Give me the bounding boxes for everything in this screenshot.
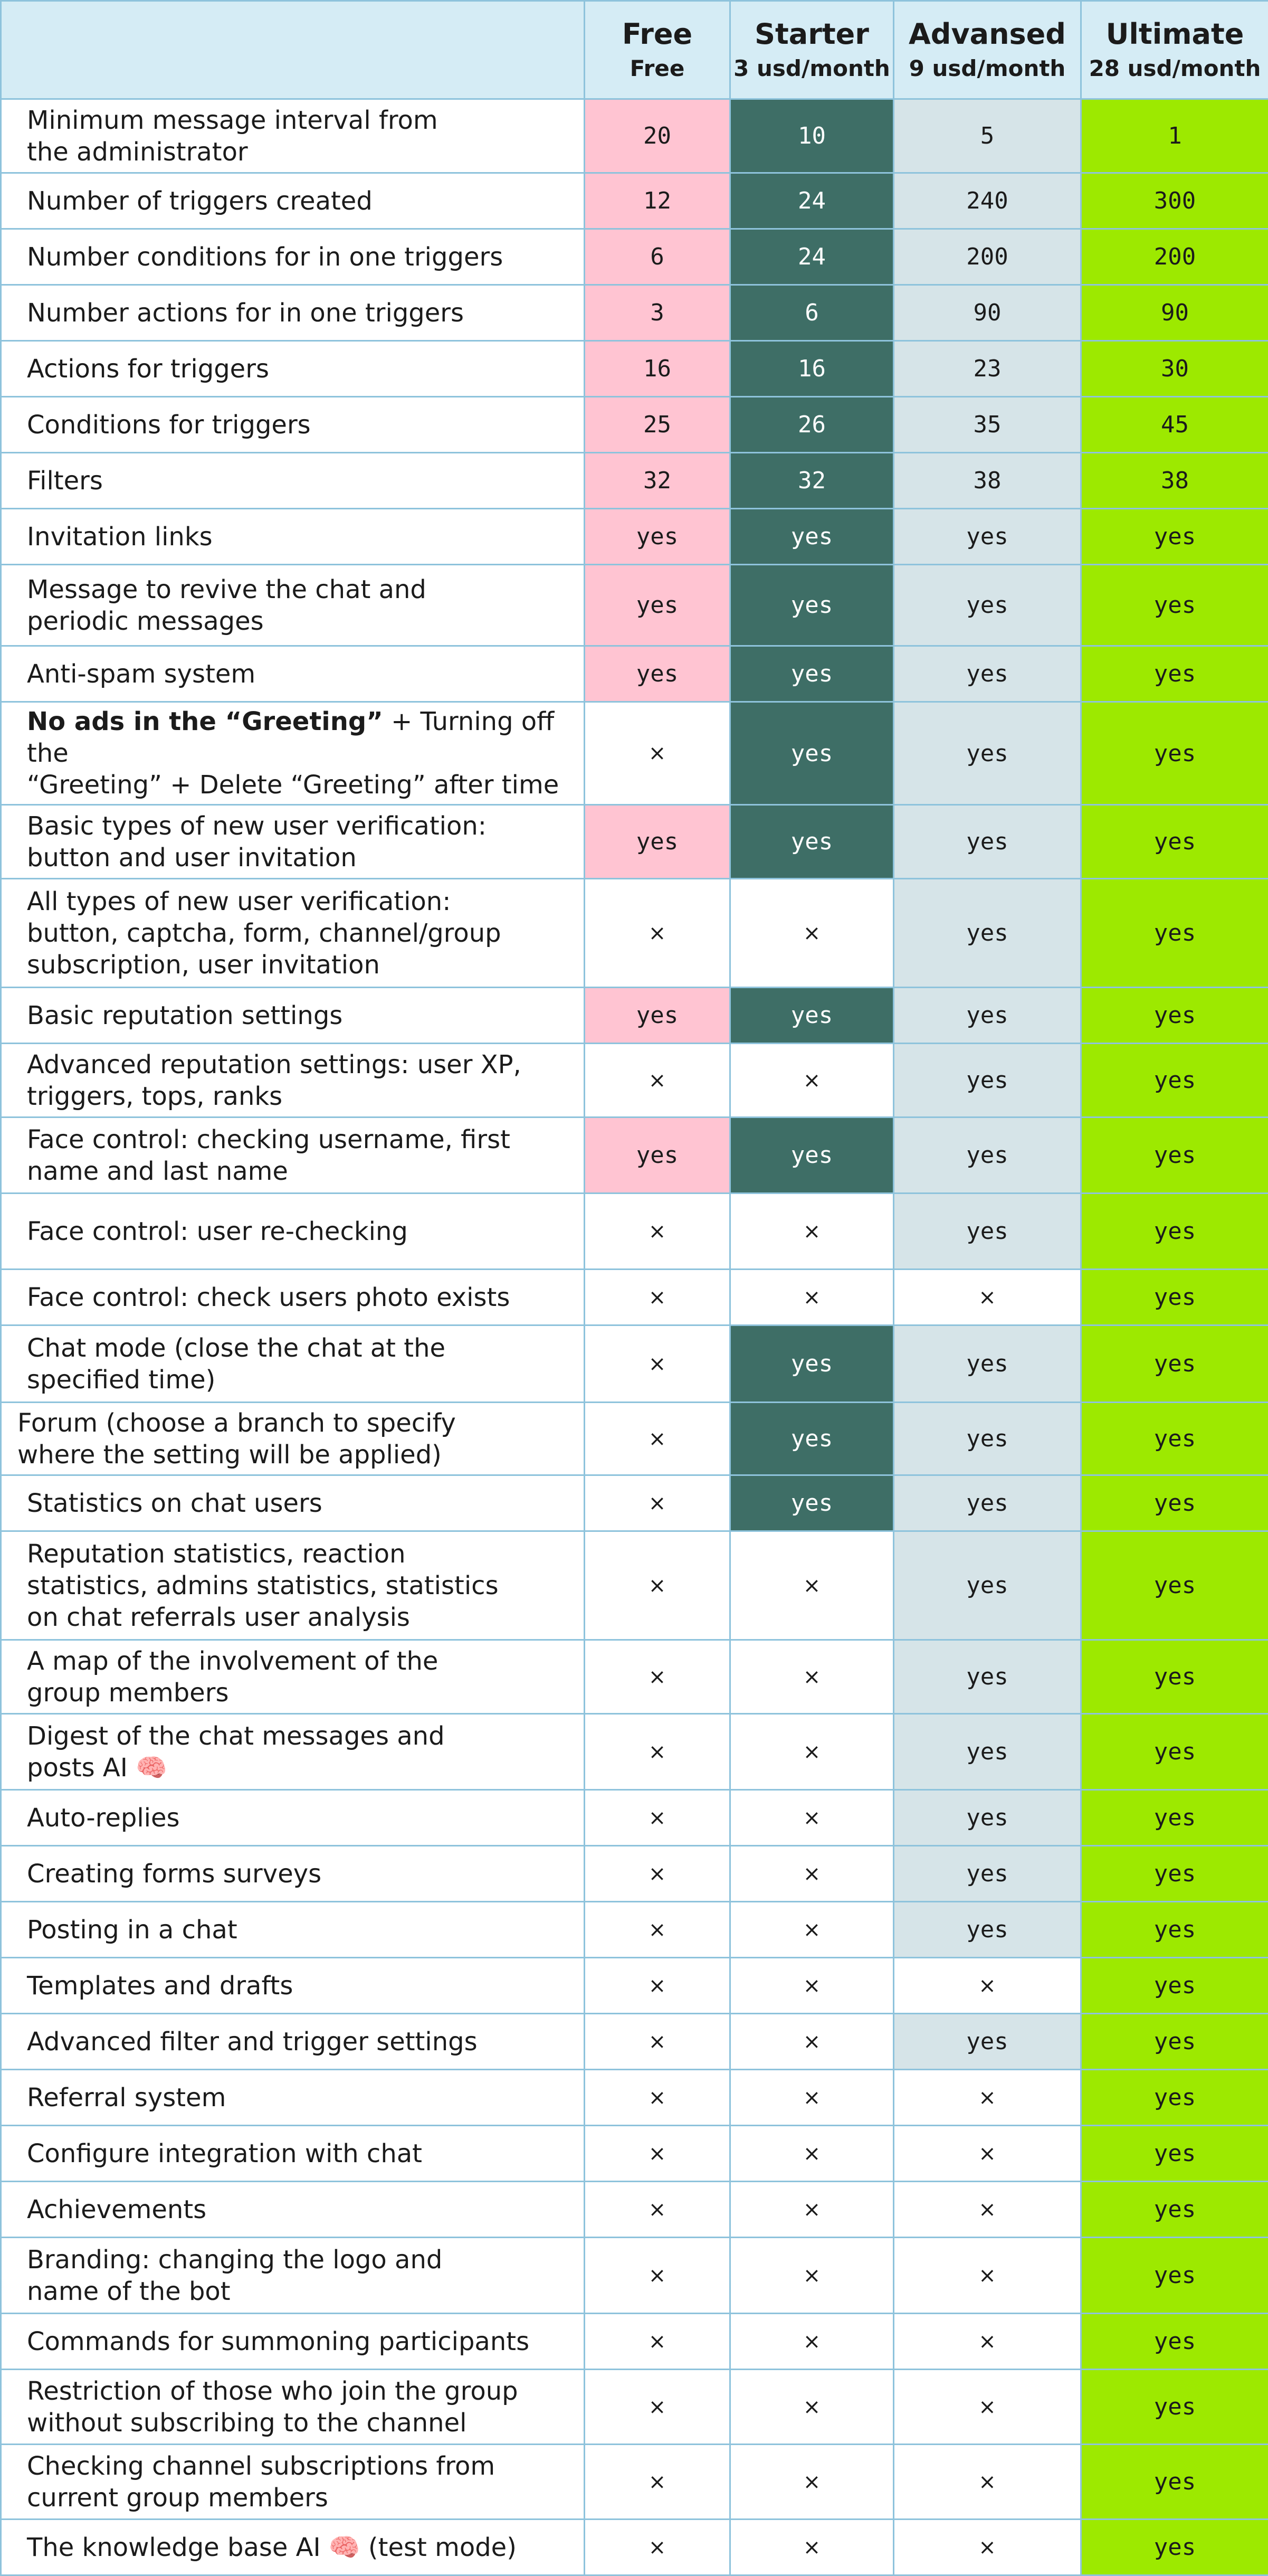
- plan-value-cell: 16: [730, 341, 894, 397]
- plan-value-cell: yes: [1081, 2370, 1268, 2445]
- feature-line: Conditions for triggers: [27, 410, 311, 440]
- feature-line: Number actions for in one triggers: [27, 298, 464, 328]
- plan-value-cell: yes: [585, 646, 730, 702]
- feature-name: [1, 2238, 585, 2314]
- plan-value-cell: 5: [894, 99, 1081, 173]
- plan-value-cell: ×: [585, 1194, 730, 1270]
- table-row: [1, 453, 1268, 509]
- plan-value-cell: yes: [894, 2014, 1081, 2070]
- table-row: [1, 341, 1268, 397]
- plan-value-cell: yes: [585, 1117, 730, 1194]
- feature-line: Advanced reputation settings: user XP,: [27, 1050, 521, 1079]
- feature-name-bold: No ads in the “Greeting”: [27, 707, 383, 736]
- feature-name: [1, 1475, 585, 1531]
- plan-value-cell: 25: [585, 397, 730, 453]
- feature-rows: [1, 99, 1268, 2575]
- plan-value-cell: ×: [730, 2238, 894, 2314]
- plan-header-advansed: [894, 1, 1081, 99]
- feature-line: Actions for triggers: [27, 354, 269, 384]
- plan-value-cell: 32: [585, 453, 730, 509]
- header-row: [1, 1, 1268, 99]
- feature-line: Posting in a chat: [27, 1915, 237, 1945]
- plan-value-cell: 38: [894, 453, 1081, 509]
- table-row: [1, 229, 1268, 285]
- plan-value-cell: yes: [730, 1403, 894, 1475]
- plan-value-cell: yes: [730, 1117, 894, 1194]
- plan-value-cell: ×: [730, 2445, 894, 2520]
- feature-line: + Turning off the: [27, 707, 554, 768]
- feature-name: [1, 2126, 585, 2182]
- plan-value-cell: ×: [585, 1640, 730, 1714]
- feature-name: [1, 173, 585, 229]
- plan-value-cell: ×: [585, 1475, 730, 1531]
- feature-name: [1, 229, 585, 285]
- plan-value-cell: ×: [585, 2182, 730, 2238]
- plan-value-cell: ×: [585, 1270, 730, 1325]
- plan-value-cell: yes: [894, 1531, 1081, 1640]
- feature-line: Digest of the chat messages and: [27, 1721, 445, 1751]
- table-row: [1, 702, 1268, 805]
- table-row: [1, 646, 1268, 702]
- plan-value-cell: 6: [585, 229, 730, 285]
- plan-value-cell: ×: [730, 2314, 894, 2370]
- plan-value-cell: 24: [730, 173, 894, 229]
- plan-value-cell: ×: [730, 1270, 894, 1325]
- feature-line: on chat referrals user analysis: [27, 1603, 410, 1632]
- plan-value-cell: yes: [894, 1325, 1081, 1403]
- plan-value-cell: yes: [1081, 2314, 1268, 2370]
- plan-value-cell: 20: [585, 99, 730, 173]
- table-row: [1, 2370, 1268, 2445]
- plan-value-cell: ×: [585, 879, 730, 988]
- feature-name: [1, 509, 585, 565]
- table-row: [1, 1475, 1268, 1531]
- table-row: [1, 879, 1268, 988]
- plan-value-cell: ×: [894, 1270, 1081, 1325]
- plan-value-cell: ×: [730, 2370, 894, 2445]
- feature-line: A map of the involvement of the: [27, 1646, 438, 1676]
- feature-name: [1, 988, 585, 1044]
- feature-line: Basic reputation settings: [27, 1001, 342, 1030]
- feature-line: Message to revive the chat and: [27, 575, 426, 604]
- plan-value-cell: ×: [585, 702, 730, 805]
- plan-value-cell: ×: [730, 1902, 894, 1958]
- plan-value-cell: 16: [585, 341, 730, 397]
- plan-header-free: [585, 1, 730, 99]
- plan-value-cell: 10: [730, 99, 894, 173]
- table-row: [1, 173, 1268, 229]
- plan-value-cell: yes: [1081, 879, 1268, 988]
- plan-value-cell: yes: [1081, 2238, 1268, 2314]
- feature-line: button, captcha, form, channel/group: [27, 918, 501, 948]
- plan-value-cell: 32: [730, 453, 894, 509]
- feature-line: Statistics on chat users: [27, 1489, 322, 1518]
- feature-name: [1, 702, 585, 805]
- plan-value-cell: 240: [894, 173, 1081, 229]
- table-row: [1, 509, 1268, 565]
- feature-name: [1, 2014, 585, 2070]
- feature-line: Auto-replies: [27, 1803, 180, 1833]
- plan-value-cell: yes: [1081, 1325, 1268, 1403]
- plan-value-cell: ×: [730, 1640, 894, 1714]
- plan-price: 28 usd/month: [1082, 54, 1268, 83]
- plan-value-cell: ×: [585, 2314, 730, 2370]
- feature-line: statistics, admins statistics, statistics: [27, 1571, 499, 1600]
- plan-value-cell: yes: [585, 509, 730, 565]
- table-row: [1, 1790, 1268, 1846]
- feature-line: posts AI 🧠: [27, 1753, 167, 1783]
- feature-line: Number conditions for in one triggers: [27, 242, 503, 272]
- feature-line: Basic types of new user verification:: [27, 811, 487, 841]
- feature-line: periodic messages: [27, 607, 264, 636]
- plan-value-cell: yes: [1081, 988, 1268, 1044]
- plan-value-cell: yes: [894, 1475, 1081, 1531]
- plan-value-cell: ×: [730, 879, 894, 988]
- table-row: [1, 2182, 1268, 2238]
- plan-value-cell: yes: [730, 702, 894, 805]
- plan-value-cell: ×: [585, 2520, 730, 2575]
- plan-value-cell: ×: [894, 2314, 1081, 2370]
- table-row: [1, 99, 1268, 173]
- feature-line: Achievements: [27, 2195, 206, 2224]
- feature-line: Reputation statistics, reaction: [27, 1539, 406, 1569]
- plan-value-cell: yes: [1081, 646, 1268, 702]
- feature-line: Minimum message interval from: [27, 106, 438, 135]
- feature-line: Branding: changing the logo and: [27, 2245, 442, 2275]
- feature-name: [1, 1958, 585, 2014]
- feature-line: without subscribing to the channel: [27, 2408, 466, 2438]
- plan-value-cell: yes: [730, 1475, 894, 1531]
- feature-name: [1, 879, 585, 988]
- table-row: [1, 1846, 1268, 1902]
- plan-price: 3 usd/month: [731, 54, 893, 83]
- feature-name: [1, 1044, 585, 1117]
- feature-name: [1, 1403, 585, 1475]
- plan-value-cell: ×: [894, 2238, 1081, 2314]
- plan-header-starter: [730, 1, 894, 99]
- plan-value-cell: yes: [894, 1790, 1081, 1846]
- plan-value-cell: 300: [1081, 173, 1268, 229]
- feature-line: Face control: user re-checking: [27, 1217, 408, 1246]
- plan-value-cell: ×: [894, 2370, 1081, 2445]
- plan-value-cell: ×: [894, 1958, 1081, 2014]
- feature-line: triggers, tops, ranks: [27, 1082, 282, 1111]
- feature-column-header: [1, 1, 585, 99]
- plan-value-cell: yes: [1081, 1117, 1268, 1194]
- plan-value-cell: ×: [894, 2182, 1081, 2238]
- plan-value-cell: ×: [730, 1044, 894, 1117]
- plan-value-cell: yes: [730, 509, 894, 565]
- plan-value-cell: yes: [1081, 1902, 1268, 1958]
- feature-line: Checking channel subscriptions from: [27, 2451, 495, 2481]
- feature-line: Templates and drafts: [27, 1971, 293, 2001]
- plan-value-cell: ×: [730, 1846, 894, 1902]
- plan-value-cell: yes: [894, 1117, 1081, 1194]
- plan-name: Starter: [731, 17, 893, 51]
- plan-value-cell: 200: [1081, 229, 1268, 285]
- plan-value-cell: yes: [1081, 1270, 1268, 1325]
- plan-value-cell: yes: [1081, 1475, 1268, 1531]
- plan-value-cell: ×: [894, 2070, 1081, 2126]
- table-row: [1, 1325, 1268, 1403]
- feature-name: [1, 1714, 585, 1790]
- plan-value-cell: ×: [585, 1902, 730, 1958]
- feature-line: Configure integration with chat: [27, 2139, 422, 2168]
- plan-value-cell: yes: [894, 1714, 1081, 1790]
- feature-line: Face control: checking username, first: [27, 1125, 510, 1154]
- table-row: [1, 1714, 1268, 1790]
- plan-value-cell: yes: [1081, 2070, 1268, 2126]
- plan-value-cell: yes: [894, 702, 1081, 805]
- plan-value-cell: 90: [1081, 285, 1268, 341]
- plan-value-cell: ×: [585, 1958, 730, 2014]
- table-row: [1, 565, 1268, 646]
- plan-value-cell: 24: [730, 229, 894, 285]
- plan-value-cell: yes: [1081, 2182, 1268, 2238]
- plan-value-cell: yes: [1081, 2126, 1268, 2182]
- plan-value-cell: yes: [1081, 1958, 1268, 2014]
- plan-value-cell: yes: [1081, 1846, 1268, 1902]
- plan-value-cell: yes: [1081, 1403, 1268, 1475]
- feature-name: [1, 1325, 585, 1403]
- plan-value-cell: yes: [1081, 1194, 1268, 1270]
- plan-value-cell: ×: [730, 2520, 894, 2575]
- feature-name: [1, 565, 585, 646]
- plan-value-cell: yes: [1081, 1714, 1268, 1790]
- feature-line: Invitation links: [27, 522, 213, 552]
- feature-name: [1, 2070, 585, 2126]
- plan-value-cell: yes: [1081, 702, 1268, 805]
- table-row: [1, 2126, 1268, 2182]
- feature-line: name of the bot: [27, 2277, 231, 2306]
- plan-value-cell: yes: [1081, 1640, 1268, 1714]
- feature-line: subscription, user invitation: [27, 950, 380, 980]
- plan-value-cell: yes: [730, 805, 894, 879]
- feature-line: Creating forms surveys: [27, 1859, 321, 1889]
- table-row: [1, 1194, 1268, 1270]
- plan-value-cell: ×: [730, 1531, 894, 1640]
- plan-price: 9 usd/month: [894, 54, 1080, 83]
- plan-name: Free: [585, 17, 729, 51]
- plan-value-cell: 26: [730, 397, 894, 453]
- plan-value-cell: 23: [894, 341, 1081, 397]
- feature-name: [1, 285, 585, 341]
- table-row: [1, 2070, 1268, 2126]
- feature-line: Anti-spam system: [27, 659, 255, 689]
- plan-value-cell: yes: [1081, 1531, 1268, 1640]
- feature-name: [1, 1846, 585, 1902]
- table-row: [1, 1958, 1268, 2014]
- table-row: [1, 285, 1268, 341]
- feature-name: [1, 1270, 585, 1325]
- feature-line: specified time): [27, 1365, 215, 1395]
- table-row: [1, 1902, 1268, 1958]
- plan-value-cell: 30: [1081, 341, 1268, 397]
- plan-value-cell: yes: [1081, 565, 1268, 646]
- plan-value-cell: ×: [730, 2070, 894, 2126]
- plan-value-cell: ×: [730, 2014, 894, 2070]
- feature-name: [1, 341, 585, 397]
- plan-value-cell: ×: [585, 1531, 730, 1640]
- feature-name: [1, 1531, 585, 1640]
- plan-value-cell: 38: [1081, 453, 1268, 509]
- feature-name: [1, 2182, 585, 2238]
- feature-line: Advanced filter and trigger settings: [27, 2027, 478, 2057]
- plan-value-cell: ×: [730, 1714, 894, 1790]
- plan-value-cell: yes: [894, 1403, 1081, 1475]
- plan-value-cell: 45: [1081, 397, 1268, 453]
- feature-name: [1, 99, 585, 173]
- feature-line: the administrator: [27, 137, 248, 167]
- plan-value-cell: 90: [894, 285, 1081, 341]
- plan-value-cell: ×: [894, 2126, 1081, 2182]
- plan-header-ultimate: [1081, 1, 1268, 99]
- plan-value-cell: 1: [1081, 99, 1268, 173]
- feature-name: [1, 1117, 585, 1194]
- feature-name: [1, 1790, 585, 1846]
- feature-line: current group members: [27, 2483, 328, 2513]
- table-row: [1, 397, 1268, 453]
- feature-line: name and last name: [27, 1157, 288, 1186]
- plan-value-cell: yes: [894, 509, 1081, 565]
- plan-value-cell: yes: [730, 565, 894, 646]
- plan-value-cell: 3: [585, 285, 730, 341]
- plan-value-cell: yes: [894, 565, 1081, 646]
- feature-name: [1, 646, 585, 702]
- plan-value-cell: ×: [585, 2238, 730, 2314]
- plan-value-cell: ×: [730, 1194, 894, 1270]
- feature-name: [1, 1194, 585, 1270]
- plan-value-cell: ×: [585, 1790, 730, 1846]
- feature-line: Face control: check users photo exists: [27, 1283, 510, 1312]
- feature-name: [1, 1640, 585, 1714]
- feature-line: All types of new user verification:: [27, 887, 451, 916]
- plan-value-cell: yes: [585, 988, 730, 1044]
- plan-value-cell: ×: [585, 1044, 730, 1117]
- plan-value-cell: ×: [585, 1846, 730, 1902]
- plan-value-cell: yes: [1081, 2445, 1268, 2520]
- feature-line: where the setting will be applied): [17, 1440, 442, 1470]
- feature-name: [1, 2314, 585, 2370]
- plan-value-cell: ×: [894, 2520, 1081, 2575]
- table-row: [1, 2314, 1268, 2370]
- plan-value-cell: yes: [730, 988, 894, 1044]
- plan-value-cell: yes: [894, 879, 1081, 988]
- feature-line: Filters: [27, 466, 103, 496]
- feature-line: Restriction of those who join the group: [27, 2376, 518, 2406]
- feature-name: [1, 397, 585, 453]
- plan-value-cell: yes: [1081, 1790, 1268, 1846]
- plan-value-cell: yes: [894, 1846, 1081, 1902]
- plan-value-cell: yes: [730, 1325, 894, 1403]
- plan-value-cell: ×: [585, 1325, 730, 1403]
- plan-value-cell: yes: [1081, 2520, 1268, 2575]
- plan-value-cell: yes: [894, 1044, 1081, 1117]
- plan-value-cell: 35: [894, 397, 1081, 453]
- feature-name: [1, 2370, 585, 2445]
- plan-value-cell: yes: [585, 805, 730, 879]
- plan-value-cell: ×: [585, 1403, 730, 1475]
- plan-value-cell: ×: [585, 2370, 730, 2445]
- plan-value-cell: yes: [585, 565, 730, 646]
- plan-value-cell: 6: [730, 285, 894, 341]
- plan-value-cell: ×: [585, 1714, 730, 1790]
- plan-value-cell: ×: [730, 2126, 894, 2182]
- table-row: [1, 2238, 1268, 2314]
- plan-value-cell: 12: [585, 173, 730, 229]
- plan-value-cell: yes: [894, 1194, 1081, 1270]
- table-row: [1, 1531, 1268, 1640]
- plan-value-cell: ×: [730, 1958, 894, 2014]
- table-row: [1, 2014, 1268, 2070]
- table-row: [1, 1270, 1268, 1325]
- feature-line: Chat mode (close the chat at the: [27, 1333, 445, 1363]
- table-row: [1, 1117, 1268, 1194]
- plan-name: Ultimate: [1082, 17, 1268, 51]
- plan-value-cell: yes: [1081, 805, 1268, 879]
- feature-name: [1, 1902, 585, 1958]
- feature-name: [1, 805, 585, 879]
- feature-line: “Greeting” + Delete “Greeting” after time: [27, 770, 559, 800]
- plan-value-cell: yes: [730, 646, 894, 702]
- plan-value-cell: yes: [1081, 509, 1268, 565]
- plan-value-cell: ×: [585, 2445, 730, 2520]
- plan-value-cell: yes: [894, 646, 1081, 702]
- table-row: [1, 1044, 1268, 1117]
- table-row: [1, 2445, 1268, 2520]
- feature-name: [1, 2445, 585, 2520]
- feature-name: [1, 453, 585, 509]
- table-row: [1, 1403, 1268, 1475]
- feature-line: Commands for summoning participants: [27, 2327, 529, 2356]
- table-row: [1, 988, 1268, 1044]
- plan-value-cell: ×: [894, 2445, 1081, 2520]
- feature-line: Referral system: [27, 2083, 226, 2113]
- plan-value-cell: ×: [585, 2014, 730, 2070]
- plan-value-cell: yes: [894, 1902, 1081, 1958]
- plan-price: Free: [585, 54, 729, 83]
- table-row: [1, 1640, 1268, 1714]
- feature-name: [1, 2520, 585, 2575]
- feature-line: group members: [27, 1678, 228, 1708]
- feature-line: Forum (choose a branch to specify: [17, 1408, 456, 1438]
- plan-value-cell: yes: [1081, 1044, 1268, 1117]
- plan-value-cell: 200: [894, 229, 1081, 285]
- feature-line: button and user invitation: [27, 843, 357, 873]
- plan-value-cell: ×: [730, 2182, 894, 2238]
- feature-line: Number of triggers created: [27, 186, 373, 216]
- plan-name: Advansed: [894, 17, 1080, 51]
- plan-value-cell: ×: [730, 1790, 894, 1846]
- plan-value-cell: yes: [894, 805, 1081, 879]
- plan-value-cell: ×: [585, 2126, 730, 2182]
- plan-value-cell: yes: [894, 1640, 1081, 1714]
- table-row: [1, 805, 1268, 879]
- plan-value-cell: yes: [894, 988, 1081, 1044]
- feature-line: The knowledge base AI 🧠 (test mode): [27, 2533, 517, 2562]
- plan-value-cell: yes: [1081, 2014, 1268, 2070]
- plan-value-cell: ×: [585, 2070, 730, 2126]
- table-row: [1, 2520, 1268, 2575]
